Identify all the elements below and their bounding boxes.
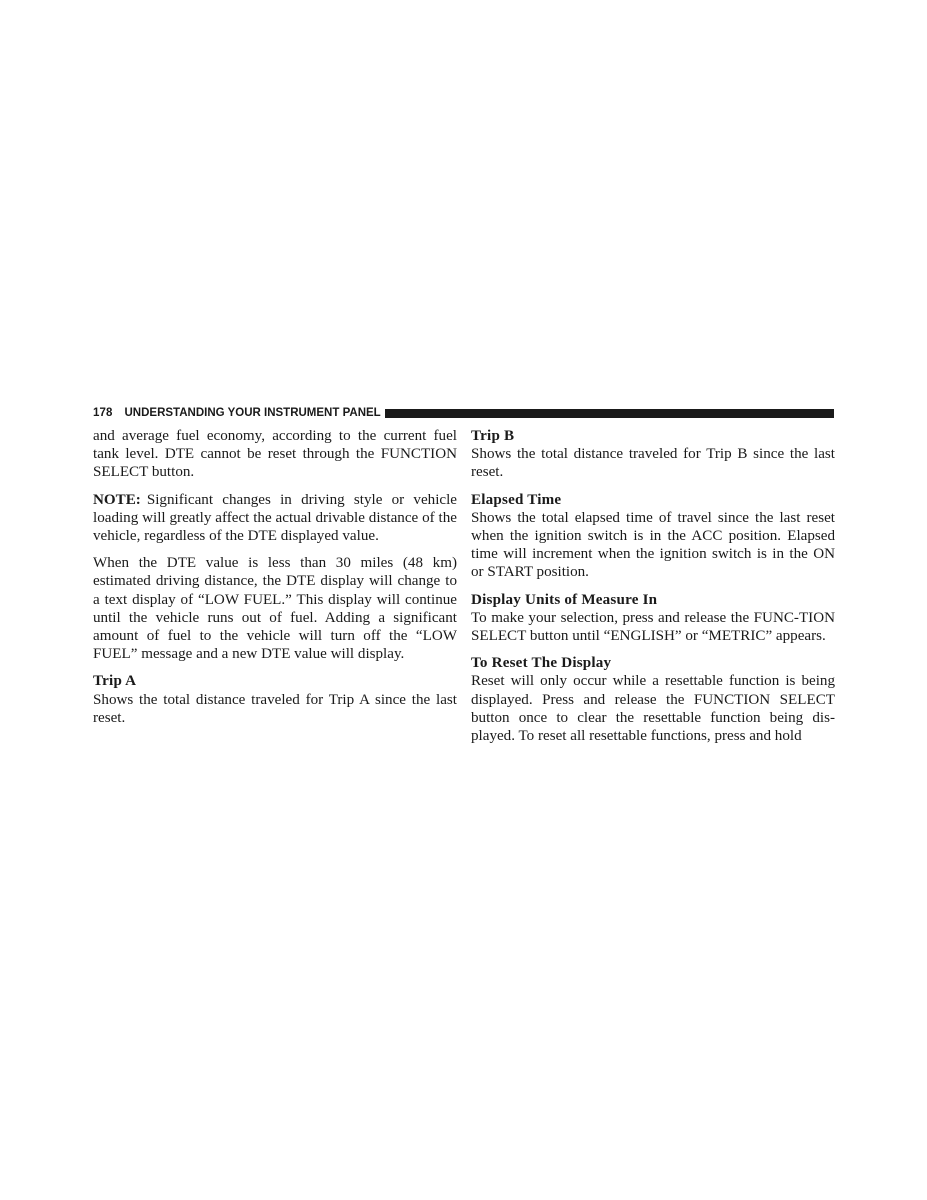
reset-display-heading: To Reset The Display [471, 655, 612, 672]
trip-b-heading: Trip B [471, 428, 515, 444]
low-fuel-paragraph: When the DTE value is less than 30 miles (48 km) estimated driving distance, the DTE display will change to a text display of “LOW FUEL.” This display will continue until the vehicle runs out of fuel. Adding a significant amount of fuel to the vehicle will turn off the “LOW FUEL” message and a new DTE value will display. [93, 555, 457, 663]
note-text: Significant changes in driving style or vehicle loading will greatly affect the actual drivable distance of the vehicle, regardless of the DTE displayed value. [93, 491, 457, 545]
trip-b-paragraph: Shows the total distance traveled for Trip B since the last reset. [471, 446, 835, 481]
left-column [93, 427, 457, 736]
reset-display-paragraph: Reset will only occur while a resettable function is being displayed. Press and release the FUNCTION SELECT button once to clear the resettable function being dis-played. To reset all resettable functions, press and hold [471, 673, 835, 745]
dte-intro-paragraph: and average fuel economy, according to the current fuel tank level. DTE cannot be reset through the FUNCTION SELECT button. [93, 428, 457, 481]
header-rule-bar [385, 409, 834, 418]
section-title: UNDERSTANDING YOUR INSTRUMENT PANEL [124, 407, 381, 419]
note-label: NOTE: [93, 491, 141, 508]
display-units-paragraph: To make your selection, press and release the FUNC-TION SELECT button until “ENGLISH” or “METRIC” appears. [471, 609, 835, 645]
right-column [471, 427, 835, 754]
display-units-heading: Display Units of Measure In [471, 591, 658, 608]
trip-a-heading: Trip A [93, 673, 137, 690]
page-number: 178 [93, 407, 113, 419]
page-header [93, 405, 834, 421]
elapsed-time-paragraph: Shows the total elapsed time of travel since the last reset when the ignition switch is in the ACC position. Elapsed time will increment when the ignition switch is in the ON or START position. [471, 509, 835, 581]
note-paragraph [93, 491, 457, 546]
trip-a-paragraph: Shows the total distance traveled for Trip A since the last reset. [93, 691, 457, 726]
elapsed-time-heading: Elapsed Time [471, 491, 562, 508]
